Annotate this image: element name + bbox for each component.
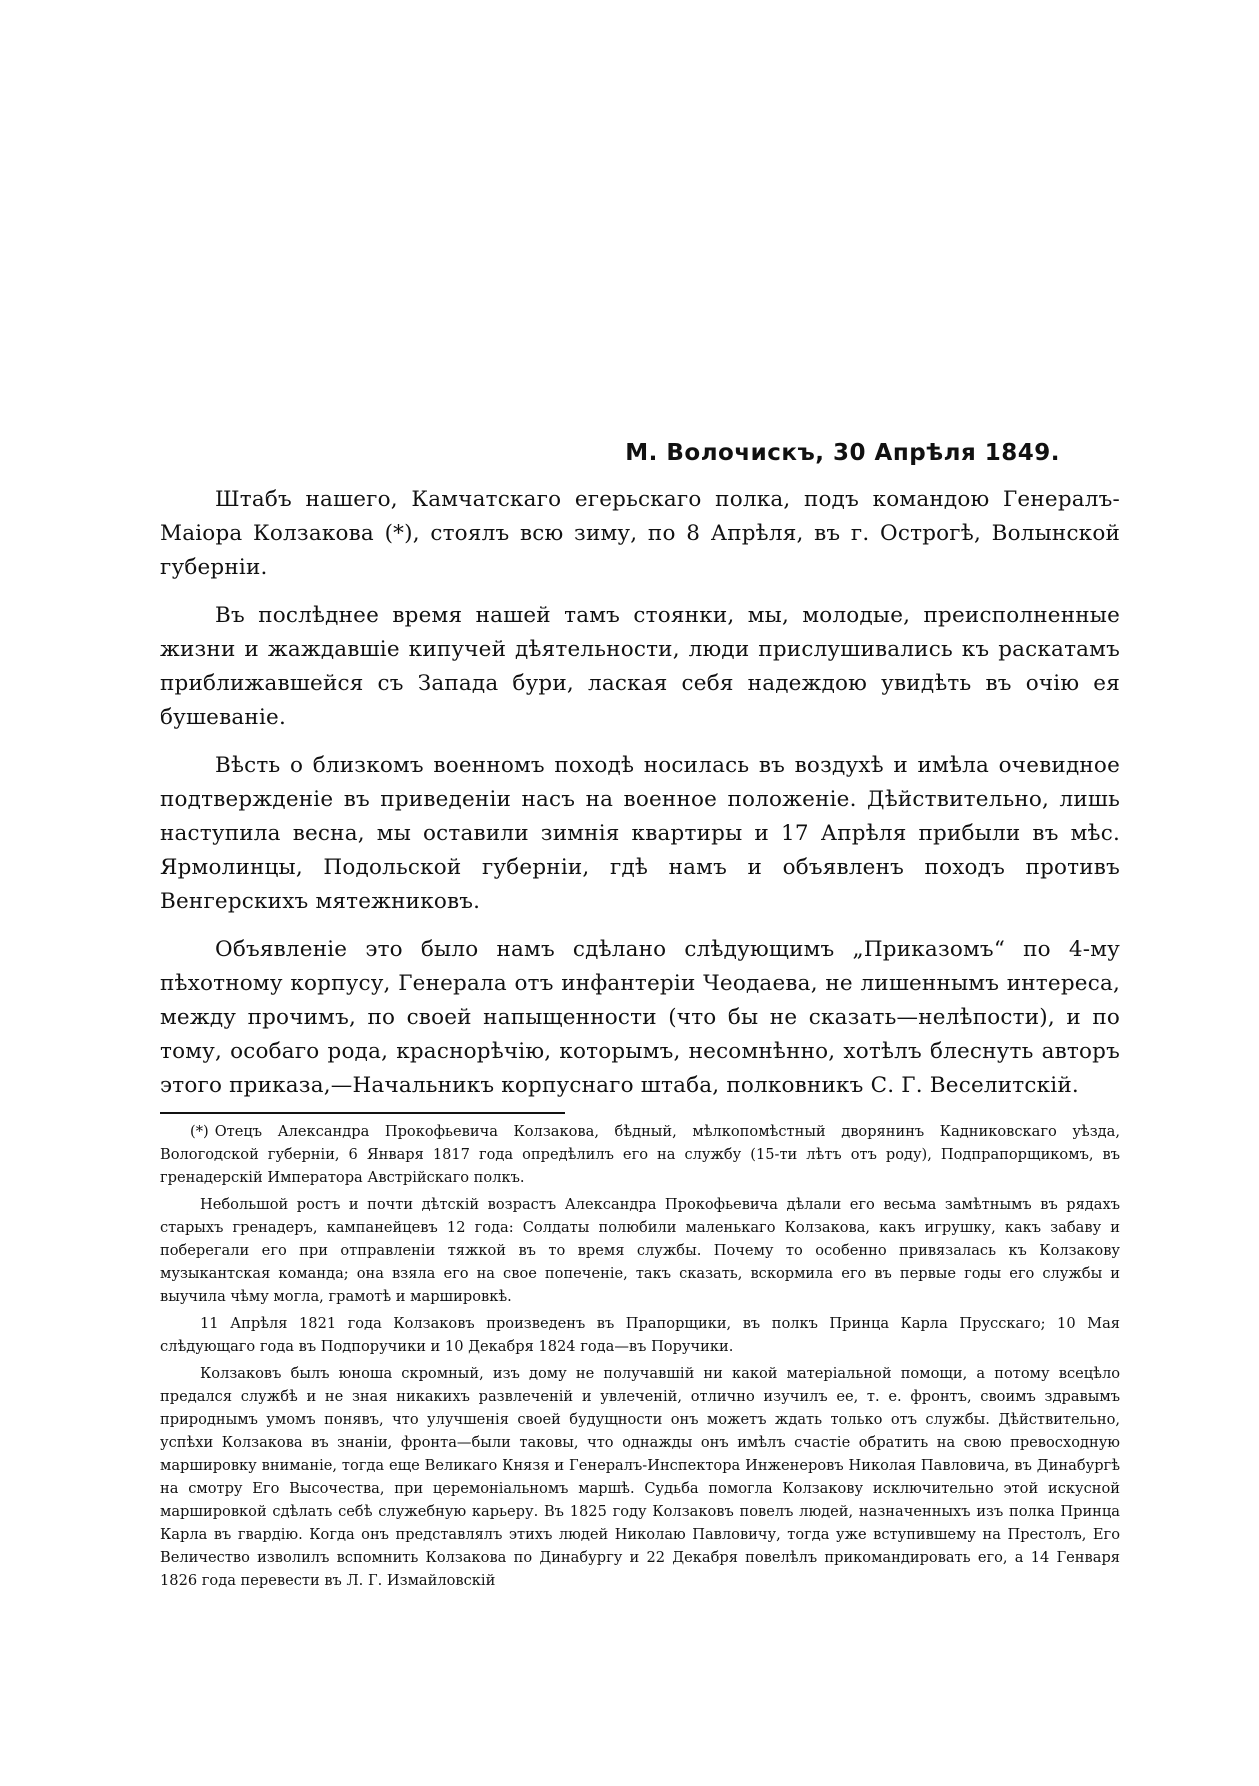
dateline: М. Волочискъ, 30 Апрѣля 1849. [625,440,1060,466]
body-paragraph: Вѣсть о близкомъ военномъ походѣ носилась въ воздухѣ и имѣла очевидное подтвержденіе въ приведеніи насъ на военное положеніе. Дѣйствительно, лишь наступила весна, мы оставили зимнія квартиры и 17 Апрѣля прибыли въ мѣс. Ярмолинцы, Подольской губерніи, гдѣ намъ и объявленъ походъ противъ Венгерскихъ мятежниковъ. [160,753,1120,914]
footnote-marker: (*) [190,1123,209,1140]
footnote-text: Отецъ Александра Прокофьевича Колзакова, бѣдный, мѣлкопомѣстный дворянинъ Кадниковскаго уѣзда, Вологодской губерніи, 6 Января 1817 года опредѣлилъ его на службу (15-ти лѣтъ отъ роду), Подпрапорщикомъ, въ гренадерскій Императора Австрійскаго полкъ. [160,1123,1120,1186]
main-text [160,483,1120,1117]
footnote-paragraph: Небольшой ростъ и почти дѣтскій возрастъ Александра Прокофьевича дѣлали его весьма замѣтнымъ въ рядахъ старыхъ гренадеръ, кампанейцевъ 12 года: Солдаты полюбили маленькаго Колзакова, какъ игрушку, какъ забаву и поберегали его при отправленіи тяжкой въ то время службы. Почему то особенно привязалась къ Колзакову музыкантская команда; она взяла его на свое попеченіе, такъ сказать, вскормила его въ первые годы его службы и выучила чѣму могла, грамотѣ и маршировкѣ. [160,1196,1120,1305]
footnote-divider [160,1112,565,1114]
footnote-paragraph: Колзаковъ былъ юноша скромный, изъ дому не получавшій ни какой матеріальной помощи, а потому всецѣло предался службѣ и не зная никакихъ развлеченій и увлеченій, отлично изучилъ ее, т. е. фронтъ, своимъ здравымъ природнымъ умомъ понявъ, что улучшенія своей будущности онъ можетъ ждать только отъ службы. Дѣйствительно, успѣхи Колзакова въ знаніи, фронта—были таковы, что однажды онъ имѣлъ счастіе обратить на свою превосходную маршировку вниманіе, тогда еще Великаго Князя и Генералъ-Инспектора Инженеровъ Николая Павловича, въ Динабургѣ на смотру Его Высочества, при церемоніальномъ маршѣ. Судьба помогла Колзакову исключительно этой искусной маршировкой сдѣлать себѣ служебную карьеру. Въ 1825 году Колзаковъ повелъ людей, назначенныхъ изъ полка Принца Карла въ гвардію. Когда онъ представлялъ этихъ людей Николаю Павловичу, тогда уже вступившему на Престолъ, Его Величество изволилъ вспомнить Колзакова по Динабургу и 22 Декабря повелѣлъ прикомандировать его, а 14 Генваря 1826 года перевести въ Л. Г. Измайловскій [160,1365,1120,1589]
footnote-paragraph: 11 Апрѣля 1821 года Колзаковъ произведенъ въ Прапорщики, въ полкъ Принца Карла Прусскаго; 10 Мая слѣдующаго года въ Подпоручики и 10 Декабря 1824 года—въ Поручики. [160,1315,1120,1355]
footnotes [160,1120,1120,1596]
footnote-paragraph [160,1120,1120,1189]
body-paragraph: Объявленіе это было намъ сдѣлано слѣдующимъ „Приказомъ“ по 4-му пѣхотному корпусу, Генерала отъ инфантеріи Чеодаева, не лишеннымъ интереса, между прочимъ, по своей напыщенности (что бы не сказать—нелѣпости), и по тому, особаго рода, краснорѣчію, которымъ, несомнѣнно, хотѣлъ блеснуть авторъ этого приказа,—Начальникъ корпуснаго штаба, полковникъ С. Г. Веселитскій. [160,937,1120,1098]
body-paragraph: Штабъ нашего, Камчатскаго егерьскаго полка, подъ командою Генералъ-Маіора Колзакова (*), стоялъ всю зиму, по 8 Апрѣля, въ г. Острогѣ, Волынской губерніи. [160,487,1120,580]
body-paragraph: Въ послѣднее время нашей тамъ стоянки, мы, молодые, преисполненные жизни и жаждавшіе кипучей дѣятельности, люди прислушивались къ раскатамъ приближавшейся съ Запада бури, лаская себя надеждою увидѣть въ очію ея бушеваніе. [160,603,1120,730]
